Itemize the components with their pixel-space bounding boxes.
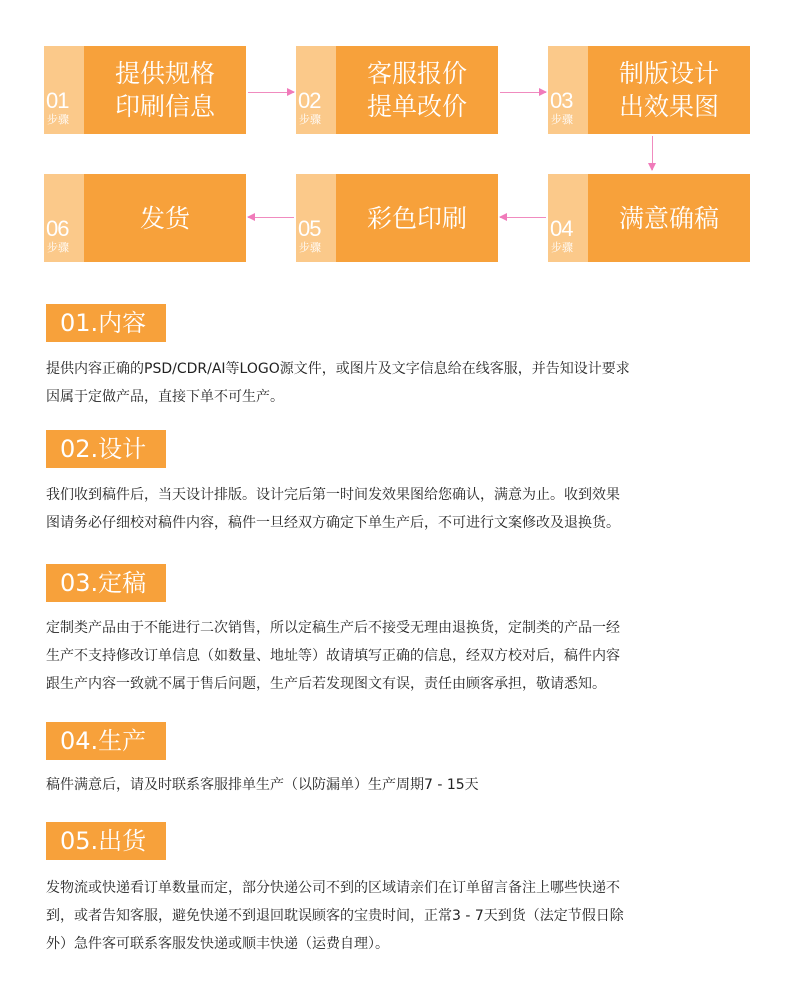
step-label: 步骤 <box>551 241 573 254</box>
section-line: 稿件满意后，请及时联系客服排单生产（以防漏单）生产周期7 - 15天 <box>46 777 479 793</box>
step-number: 02 <box>298 88 321 113</box>
section-line: 跟生产内容一致就不属于售后问题，生产后若发现图文有误，责任由顾客承担，敬请悉知。 <box>46 676 606 692</box>
step-card-3 <box>548 46 750 134</box>
step-label: 步骤 <box>551 113 573 126</box>
step-title: 满意确稿 <box>618 203 719 233</box>
step-label: 步骤 <box>299 113 321 126</box>
flow-arrow-right <box>500 92 546 93</box>
section-body-final <box>46 614 746 698</box>
step-number: 05 <box>298 216 321 241</box>
step-number: 01 <box>46 88 69 113</box>
flow-arrow-down <box>652 136 653 170</box>
section-line: 到，或者告知客服，避免快递不到退回耽误顾客的宝贵时间，正常3 - 7天到货（法定节假日除 <box>46 908 624 924</box>
step-card-1 <box>44 46 246 134</box>
step-card-6 <box>44 174 246 262</box>
section-heading-design: 02.设计 <box>46 430 166 468</box>
section-heading-final: 03.定稿 <box>46 564 166 602</box>
step-label: 步骤 <box>47 113 69 126</box>
section-heading-shipping: 05.出货 <box>46 822 166 860</box>
step-card-5 <box>296 174 498 262</box>
section-heading-production: 04.生产 <box>46 722 166 760</box>
flow-arrow-right <box>248 92 294 93</box>
flow-arrow-left <box>248 217 294 218</box>
step-title: 客服报价 提单改价 <box>366 59 467 121</box>
section-body-design <box>46 481 746 537</box>
section-line: 我们收到稿件后，当天设计排版。设计完后第一时间发效果图给您确认，满意为止。收到效果 <box>46 487 620 503</box>
step-number: 03 <box>550 88 573 113</box>
step-title: 彩色印刷 <box>366 203 467 233</box>
section-line: 因属于定做产品，直接下单不可生产。 <box>46 389 284 405</box>
step-label: 步骤 <box>47 241 69 254</box>
step-card-2 <box>296 46 498 134</box>
section-line: 定制类产品由于不能进行二次销售，所以定稿生产后不接受无理由退换货，定制类的产品一经 <box>46 620 620 636</box>
section-line: 生产不支持修改订单信息（如数量、地址等）故请填写正确的信息，经双方校对后，稿件内容 <box>46 648 620 664</box>
section-body-shipping <box>46 874 746 958</box>
section-line: 发物流或快递看订单数量而定，部分快递公司不到的区域请亲们在订单留言备注上哪些快递不 <box>46 880 620 896</box>
section-heading-content: 01.内容 <box>46 304 166 342</box>
step-title: 制版设计 出效果图 <box>618 59 719 121</box>
section-line: 图请务必仔细校对稿件内容，稿件一旦经双方确定下单生产后，不可进行文案修改及退换货。 <box>46 515 620 531</box>
section-body-content <box>46 355 746 411</box>
flow-arrow-left <box>500 217 546 218</box>
step-number: 06 <box>46 216 69 241</box>
section-body-production <box>46 771 746 799</box>
step-label: 步骤 <box>299 241 321 254</box>
section-line: 外）急件客可联系客服发快递或顺丰快递（运费自理）。 <box>46 936 389 952</box>
section-line: 提供内容正确的PSD/CDR/AI等LOGO源文件，或图片及文字信息给在线客服，并告知设计要求 <box>46 361 630 377</box>
step-title: 发货 <box>139 203 190 233</box>
step-number: 04 <box>550 216 573 241</box>
step-card-4 <box>548 174 750 262</box>
step-title: 提供规格 印刷信息 <box>114 59 215 121</box>
